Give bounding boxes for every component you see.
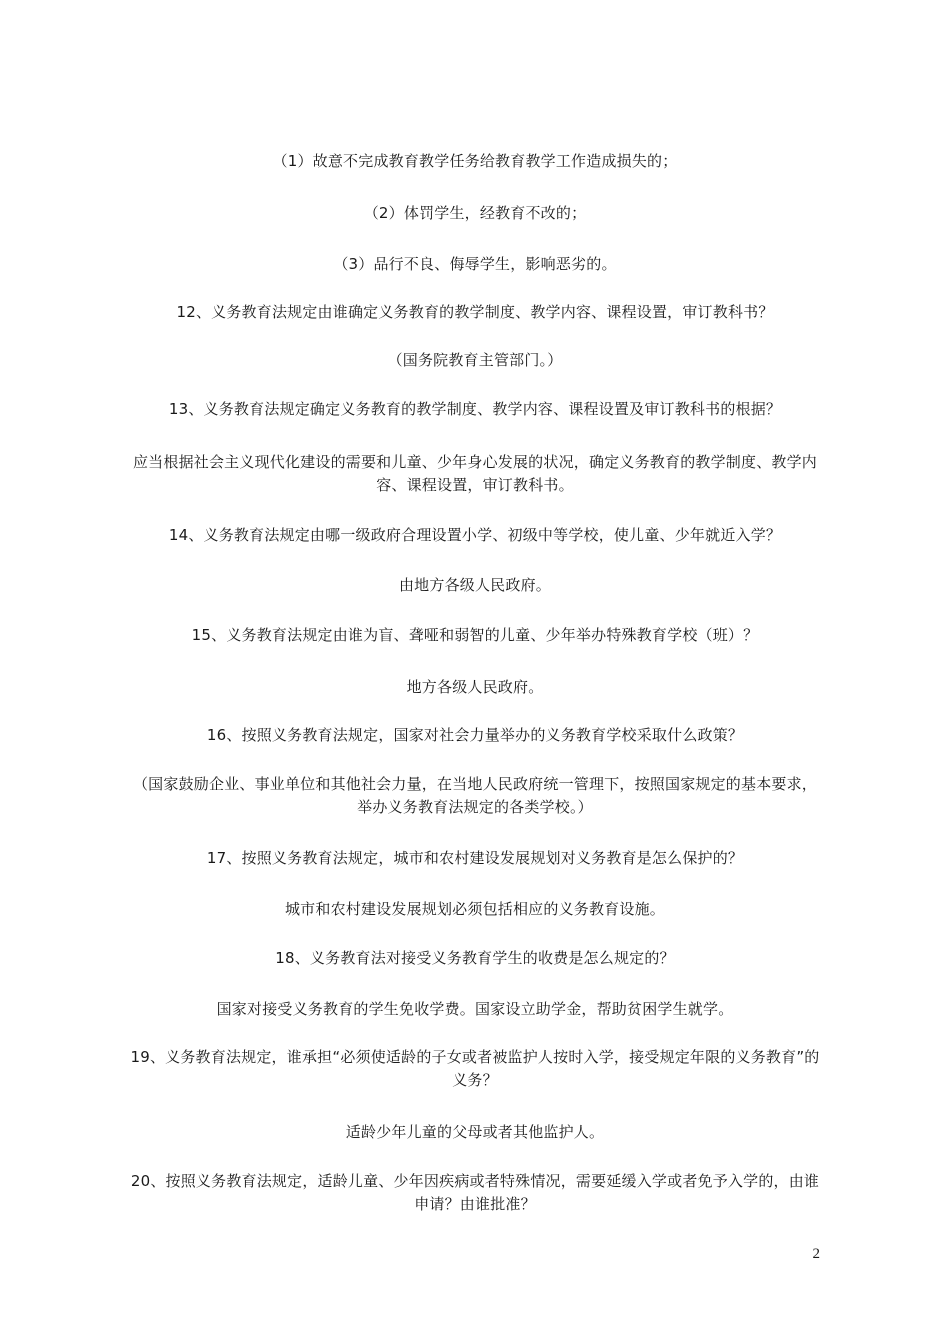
- answer-19: 适龄少年儿童的父母或者其他监护人。: [345, 1123, 605, 1141]
- clause-1: （1）故意不完成教育教学任务给教育教学工作造成损失的；: [272, 152, 678, 170]
- question-16: 16、按照义务教育法规定，国家对社会力量举办的义务教育学校采取什么政策？: [206, 726, 744, 744]
- question-12: 12、义务教育法规定由谁确定义务教育的教学制度、教学内容、课程设置，审订教科书？: [176, 303, 774, 321]
- answer-16: （国家鼓励企业、事业单位和其他社会力量，在当地人民政府统一管理下，按照国家规定的基本要求，举办义务教育法规定的各类学校。）: [132, 775, 817, 816]
- answer-17: 城市和农村建设发展规划必须包括相应的义务教育设施。: [284, 900, 665, 918]
- clause-3: （3）品行不良、侮辱学生，影响恶劣的。: [333, 255, 617, 273]
- question-13: 13、义务教育法规定确定义务教育的教学制度、教学内容、课程设置及审订教科书的根据？: [168, 400, 782, 418]
- question-18: 18、义务教育法对接受义务教育学生的收费是怎么规定的？: [275, 949, 675, 967]
- question-15: 15、义务教育法规定由谁为盲、聋哑和弱智的儿童、少年举办特殊教育学校（班）？: [191, 626, 759, 644]
- page-number: 2: [812, 1246, 820, 1262]
- question-19: 19、义务教育法规定，谁承担“必须使适龄的子女或者被监护人按时入学，接受规定年限的义务教育”的义务？: [130, 1048, 820, 1089]
- answer-15: 地方各级人民政府。: [406, 678, 544, 696]
- question-14: 14、义务教育法规定由哪一级政府合理设置小学、初级中等学校，使儿童、少年就近入学？: [168, 526, 782, 544]
- clause-2: （2）体罚学生，经教育不改的；: [363, 204, 587, 222]
- answer-14: 由地方各级人民政府。: [398, 576, 551, 594]
- answer-13: 应当根据社会主义现代化建设的需要和儿童、少年身心发展的状况，确定义务教育的教学制度、教学内容、课程设置，审订教科书。: [132, 453, 817, 494]
- answer-18: 国家对接受义务教育的学生免收学费。国家设立助学金，帮助贫困学生就学。: [216, 1000, 734, 1018]
- question-20: 20、按照义务教育法规定，适龄儿童、少年因疾病或者特殊情况，需要延缓入学或者免予入学的，由谁申请？由谁批准？: [130, 1172, 820, 1213]
- question-17: 17、按照义务教育法规定，城市和农村建设发展规划对义务教育是怎么保护的？: [206, 849, 744, 867]
- answer-12: （国务院教育主管部门。）: [387, 351, 563, 369]
